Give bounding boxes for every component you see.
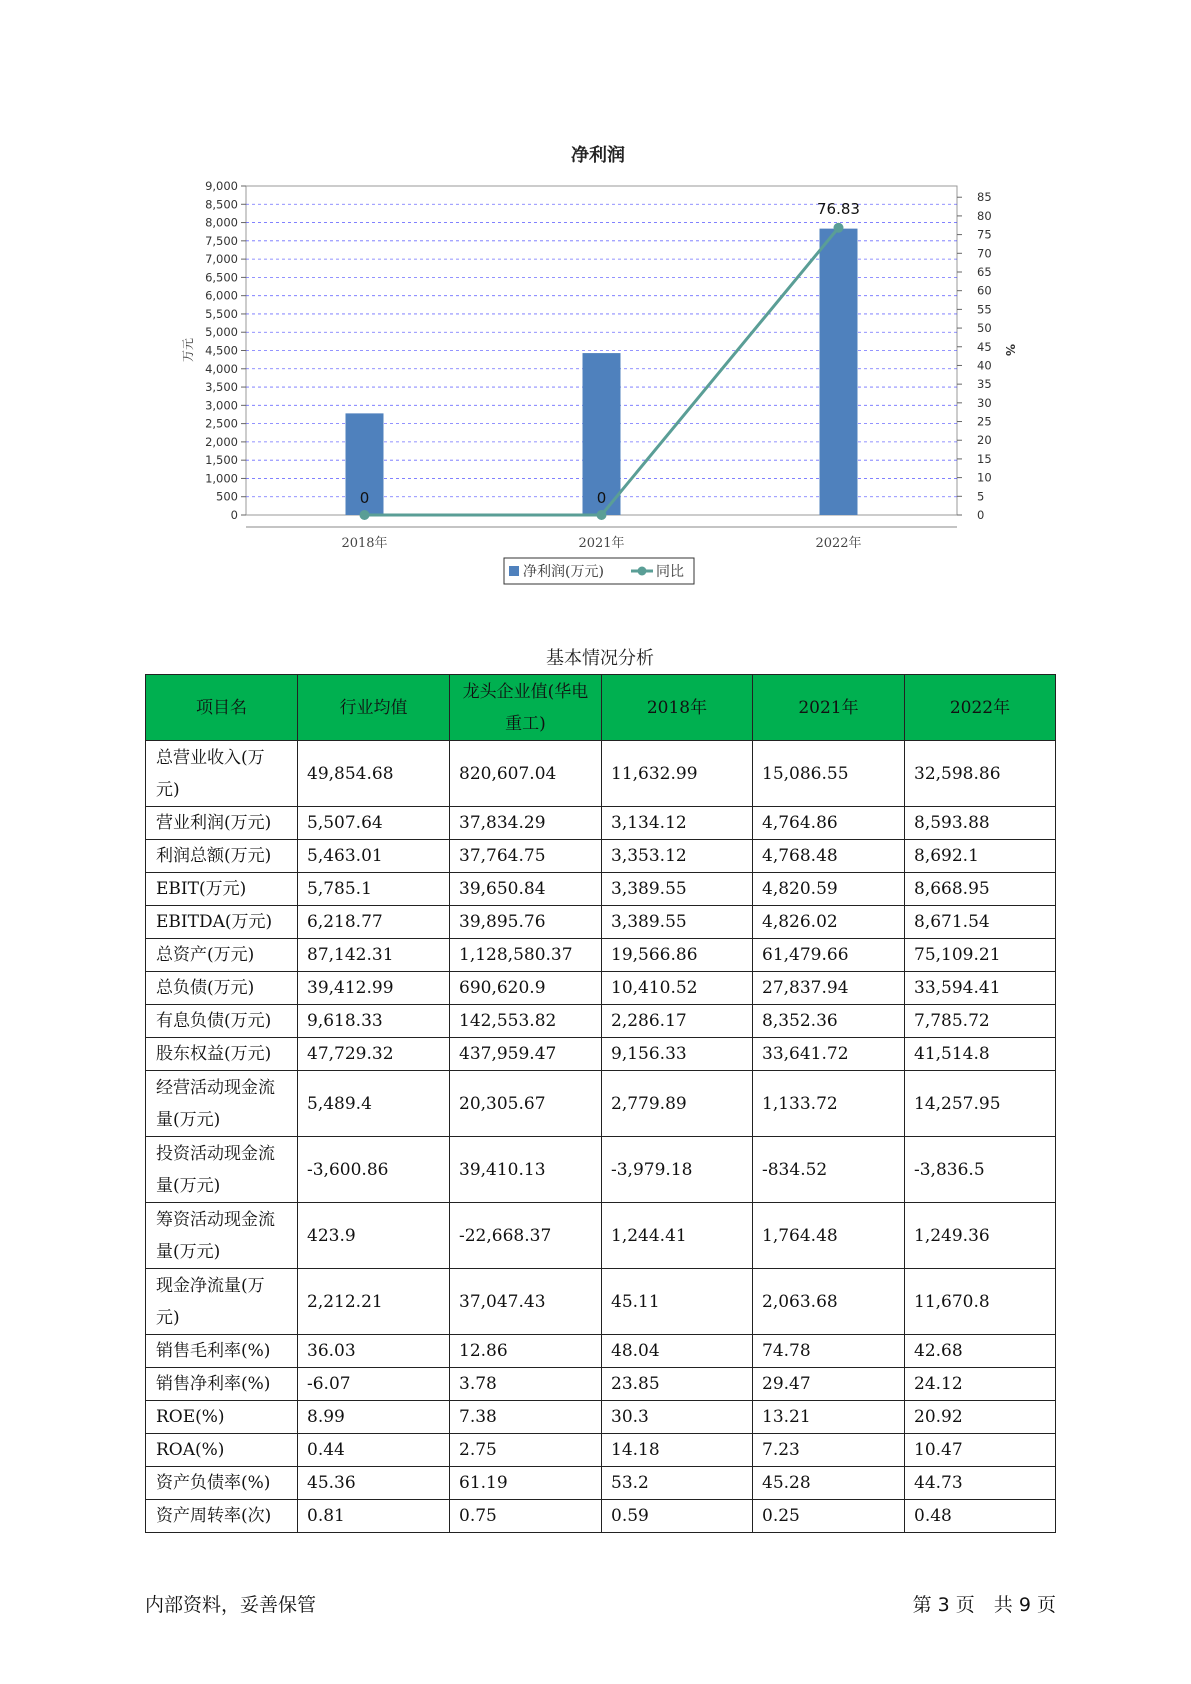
row-value-cell: 1,133.72 [753,1071,905,1137]
row-item-name: 经营活动现金流量(万元) [146,1071,298,1137]
row-value-cell: 690,620.9 [450,972,602,1005]
y2-tick-label: 50 [977,321,992,336]
table-row [146,972,1056,1005]
row-value-cell: 13.21 [753,1401,905,1434]
row-value-cell: 2,212.21 [298,1269,450,1335]
row-value-cell: 0.75 [450,1500,602,1533]
table-caption: 基本情况分析 [546,648,654,669]
chart-title: 净利润 [571,145,625,166]
row-value-cell: 8,593.88 [905,807,1056,840]
table-row [146,840,1056,873]
row-value-cell: 75,109.21 [905,939,1056,972]
x-tick-label: 2021年 [578,536,625,551]
row-value-cell: 37,047.43 [450,1269,602,1335]
row-value-cell: 20.92 [905,1401,1056,1434]
row-value-cell: 19,566.86 [602,939,753,972]
table-row [146,1500,1056,1533]
row-value-cell: 5,785.1 [298,873,450,906]
table-row [146,1467,1056,1500]
row-value-cell: 4,764.86 [753,807,905,840]
table-row [146,1071,1056,1137]
row-item-name: 总负债(万元) [146,972,298,1005]
row-value-cell: 10.47 [905,1434,1056,1467]
row-item-name: 有息负债(万元) [146,1005,298,1038]
y-tick-label: 0 [230,508,238,522]
row-value-cell: 0.81 [298,1500,450,1533]
y-tick-label: 5,500 [205,306,238,321]
row-value-cell: 39,650.84 [450,873,602,906]
footer-confidential-note: 内部资料，妥善保管 [145,1594,317,1616]
y2-tick-label: 80 [977,208,992,223]
row-value-cell: 10,410.52 [602,972,753,1005]
row-value-cell: 74.78 [753,1335,905,1368]
row-value-cell: -3,979.18 [602,1137,753,1203]
header-industry-avg: 行业均值 [298,675,450,741]
table-row [146,939,1056,972]
y-tick-label: 1,500 [205,453,238,468]
y-tick-label: 4,000 [205,361,238,376]
y2-tick-label: 35 [977,377,992,392]
line-point-yoy [834,223,844,233]
row-value-cell: 41,514.8 [905,1038,1056,1071]
y-tick-label: 7,500 [205,233,238,248]
table-row [146,1005,1056,1038]
header-2018: 2018年 [602,675,753,741]
row-value-cell: 37,834.29 [450,807,602,840]
basic-situation-table [145,674,1056,1533]
y-tick-label: 3,000 [205,398,238,413]
row-value-cell: 61.19 [450,1467,602,1500]
y2-tick-label: 15 [977,451,992,466]
row-value-cell: 6,218.77 [298,906,450,939]
y2-tick-label: 60 [977,283,992,298]
line-point-yoy [597,510,607,520]
row-value-cell: 42.68 [905,1335,1056,1368]
y-tick-label: 3,500 [205,380,238,395]
row-value-cell: 8,671.54 [905,906,1056,939]
net-profit-chart [0,0,1191,600]
row-value-cell: 3,134.12 [602,807,753,840]
row-item-name: 销售毛利率(%) [146,1335,298,1368]
row-value-cell: 3,389.55 [602,873,753,906]
row-value-cell: 47,729.32 [298,1038,450,1071]
header-item-name: 项目名 [146,675,298,741]
line-data-label: 0 [359,489,370,507]
row-item-name: 总资产(万元) [146,939,298,972]
table-row [146,873,1056,906]
row-value-cell: 87,142.31 [298,939,450,972]
row-value-cell: 45.36 [298,1467,450,1500]
legend-bar-swatch [509,566,519,576]
y-tick-label: 5,000 [205,325,238,340]
row-value-cell: 9,156.33 [602,1038,753,1071]
row-value-cell: 8,692.1 [905,840,1056,873]
row-item-name: 营业利润(万元) [146,807,298,840]
row-value-cell: 14,257.95 [905,1071,1056,1137]
footer-page-number: 第 3 页 共 9 页 [912,1594,1056,1616]
row-value-cell: -3,836.5 [905,1137,1056,1203]
row-value-cell: 4,826.02 [753,906,905,939]
y2-tick-label: 55 [977,302,992,317]
row-item-name: 总营业收入(万元) [146,741,298,807]
row-value-cell: 24.12 [905,1368,1056,1401]
row-value-cell: 39,895.76 [450,906,602,939]
y-tick-label: 8,500 [205,197,238,212]
y2-tick-label: 40 [977,358,992,373]
row-value-cell: 15,086.55 [753,741,905,807]
row-value-cell: 1,764.48 [753,1203,905,1269]
row-value-cell: 2.75 [450,1434,602,1467]
y2-tick-label: 0 [977,508,985,522]
row-value-cell: -834.52 [753,1137,905,1203]
row-item-name: 筹资活动现金流量(万元) [146,1203,298,1269]
row-value-cell: 7.23 [753,1434,905,1467]
row-value-cell: 33,594.41 [905,972,1056,1005]
y-tick-label: 7,000 [205,252,238,267]
row-value-cell: 2,286.17 [602,1005,753,1038]
row-value-cell: 423.9 [298,1203,450,1269]
row-value-cell: 20,305.67 [450,1071,602,1137]
row-value-cell: 36.03 [298,1335,450,1368]
table-row [146,1269,1056,1335]
row-item-name: 利润总额(万元) [146,840,298,873]
table-row [146,1203,1056,1269]
bar-net-profit [820,229,858,515]
row-value-cell: 3,353.12 [602,840,753,873]
table-row [146,1137,1056,1203]
y2-tick-label: 20 [977,433,992,448]
row-value-cell: 2,779.89 [602,1071,753,1137]
legend-line-marker [638,567,647,576]
row-item-name: ROA(%) [146,1434,298,1467]
row-value-cell: 44.73 [905,1467,1056,1500]
y-tick-label: 2,000 [205,434,238,449]
legend-line-label: 同比 [656,564,684,580]
row-value-cell: 8,352.36 [753,1005,905,1038]
x-tick-label: 2022年 [815,536,862,551]
row-value-cell: 33,641.72 [753,1038,905,1071]
row-value-cell: 142,553.82 [450,1005,602,1038]
row-value-cell: 4,820.59 [753,873,905,906]
y2-tick-label: 45 [977,339,992,354]
row-value-cell: 27,837.94 [753,972,905,1005]
row-item-name: 现金净流量(万元) [146,1269,298,1335]
y2-tick-label: 75 [977,227,992,242]
row-value-cell: 5,489.4 [298,1071,450,1137]
y-tick-label: 6,000 [205,288,238,303]
row-value-cell: -6.07 [298,1368,450,1401]
y2-axis-label: % [1003,343,1017,357]
legend-bar-label: 净利润(万元) [523,564,604,580]
line-data-label: 76.83 [817,199,860,218]
y2-tick-label: 30 [977,395,992,410]
row-value-cell: 4,768.48 [753,840,905,873]
header-2022: 2022年 [905,675,1056,741]
y-tick-label: 2,500 [205,416,238,431]
row-value-cell: 7.38 [450,1401,602,1434]
y-axis-label: 万元 [181,337,195,363]
row-value-cell: -22,668.37 [450,1203,602,1269]
row-value-cell: 3.78 [450,1368,602,1401]
row-value-cell: 1,244.41 [602,1203,753,1269]
line-data-label: 0 [596,489,607,507]
table-row [146,1434,1056,1467]
y-tick-label: 6,500 [205,270,238,285]
row-value-cell: 12.86 [450,1335,602,1368]
table-row [146,1401,1056,1434]
row-value-cell: 0.59 [602,1500,753,1533]
y2-tick-label: 70 [977,246,992,261]
table-header-row [146,675,1056,741]
row-value-cell: 9,618.33 [298,1005,450,1038]
row-value-cell: 37,764.75 [450,840,602,873]
row-value-cell: 7,785.72 [905,1005,1056,1038]
row-value-cell: 5,507.64 [298,807,450,840]
row-value-cell: 1,249.36 [905,1203,1056,1269]
row-value-cell: 437,959.47 [450,1038,602,1071]
row-value-cell: 0.44 [298,1434,450,1467]
y2-tick-label: 65 [977,264,992,279]
row-value-cell: 23.85 [602,1368,753,1401]
row-value-cell: 48.04 [602,1335,753,1368]
row-value-cell: 29.47 [753,1368,905,1401]
x-tick-label: 2018年 [341,536,388,551]
row-value-cell: 11,632.99 [602,741,753,807]
line-point-yoy [360,510,370,520]
row-item-name: EBITDA(万元) [146,906,298,939]
total-pages: 9 [1018,1594,1031,1616]
row-value-cell: 32,598.86 [905,741,1056,807]
table-row [146,1038,1056,1071]
row-value-cell: 30.3 [602,1401,753,1434]
row-value-cell: 49,854.68 [298,741,450,807]
table-row [146,906,1056,939]
row-value-cell: 14.18 [602,1434,753,1467]
y-tick-label: 500 [216,489,238,504]
row-value-cell: 11,670.8 [905,1269,1056,1335]
y-tick-label: 9,000 [205,179,238,193]
y2-tick-label: 5 [977,489,985,504]
row-value-cell: 1,128,580.37 [450,939,602,972]
table-row [146,807,1056,840]
current-page: 3 [937,1594,950,1616]
row-value-cell: 2,063.68 [753,1269,905,1335]
table-row [146,1335,1056,1368]
header-2021: 2021年 [753,675,905,741]
table-row [146,1368,1056,1401]
row-value-cell: 45.11 [602,1269,753,1335]
y-tick-label: 4,500 [205,343,238,358]
y-tick-label: 8,000 [205,215,238,230]
y-tick-label: 1,000 [205,471,238,486]
row-item-name: 股东权益(万元) [146,1038,298,1071]
row-item-name: 资产负债率(%) [146,1467,298,1500]
row-item-name: 投资活动现金流量(万元) [146,1137,298,1203]
row-value-cell: 3,389.55 [602,906,753,939]
row-item-name: 销售净利率(%) [146,1368,298,1401]
row-item-name: ROE(%) [146,1401,298,1434]
row-value-cell: 61,479.66 [753,939,905,972]
row-value-cell: 0.25 [753,1500,905,1533]
y2-tick-label: 85 [977,190,992,205]
row-item-name: 资产周转率(次) [146,1500,298,1533]
row-item-name: EBIT(万元) [146,873,298,906]
row-value-cell: 39,412.99 [298,972,450,1005]
header-leader-value: 龙头企业值(华电重工) [450,675,602,741]
row-value-cell: 8,668.95 [905,873,1056,906]
row-value-cell: 820,607.04 [450,741,602,807]
y2-tick-label: 10 [977,470,992,485]
row-value-cell: 8.99 [298,1401,450,1434]
table-row [146,741,1056,807]
row-value-cell: 0.48 [905,1500,1056,1533]
row-value-cell: 53.2 [602,1467,753,1500]
row-value-cell: 39,410.13 [450,1137,602,1203]
row-value-cell: 45.28 [753,1467,905,1500]
y2-tick-label: 25 [977,414,992,429]
row-value-cell: 5,463.01 [298,840,450,873]
row-value-cell: -3,600.86 [298,1137,450,1203]
